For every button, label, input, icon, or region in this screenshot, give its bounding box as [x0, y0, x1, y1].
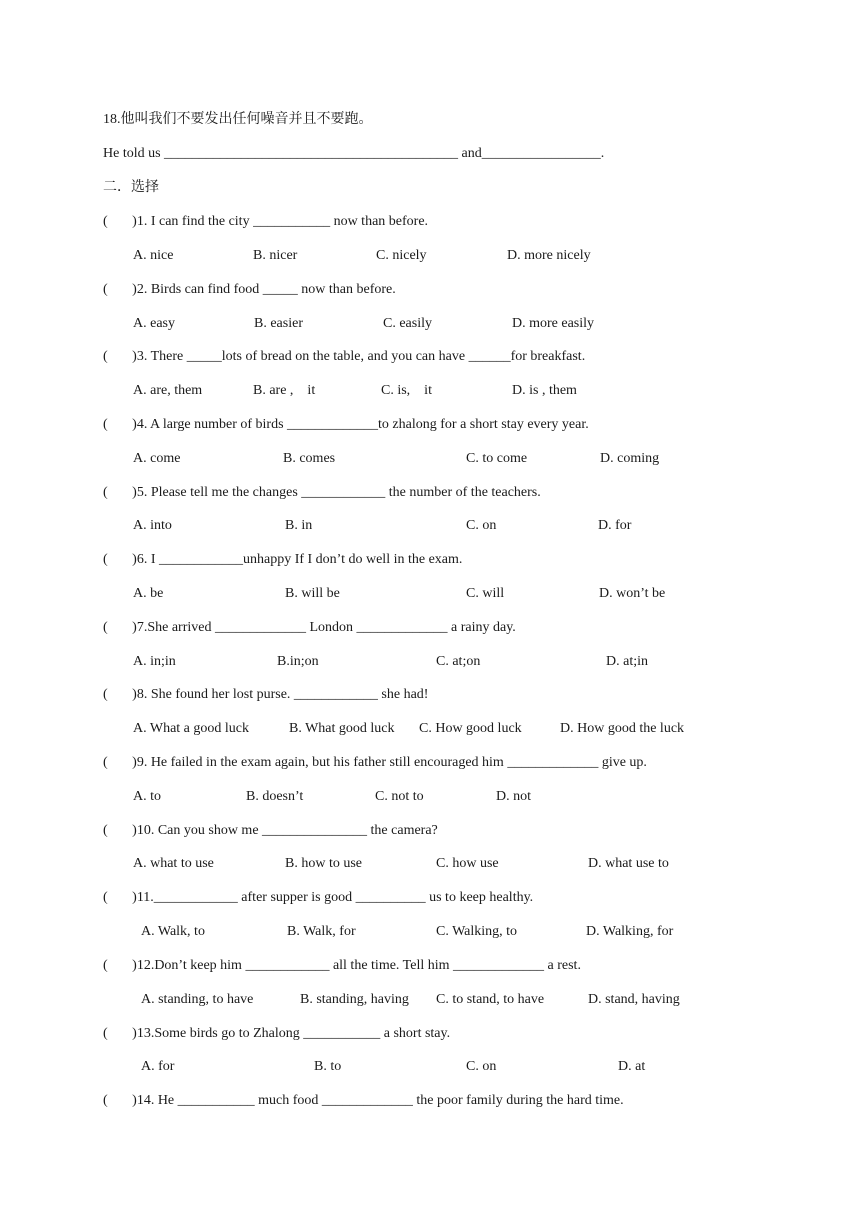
option-a: A. into [133, 518, 172, 533]
option-d: D. coming [600, 451, 660, 466]
question-stem: ( )6. I ____________unhappy If I don’t do well in the exam. [103, 552, 463, 567]
option-a: A. are, them [133, 383, 203, 398]
question-stem: ( )14. He ___________ much food _____________ the poor family during the hard time. [103, 1093, 624, 1108]
option-b: B. Walk, for [287, 924, 356, 939]
option-c: C. on [466, 1059, 497, 1074]
option-c: C. on [466, 518, 497, 533]
option-d: D. more easily [512, 316, 595, 331]
option-b: B. will be [285, 586, 340, 601]
option-c: C. is, it [381, 383, 432, 398]
option-c: C. How good luck [419, 721, 522, 736]
option-a: A. come [133, 451, 181, 466]
option-d: D. won’t be [599, 586, 666, 601]
option-d: D. is , them [512, 383, 577, 398]
option-b: B. comes [283, 451, 336, 466]
option-a: A. what to use [133, 856, 214, 871]
translation-blank-english: He told us __________________________________________ and_________________. [103, 146, 605, 161]
question-stem: ( )10. Can you show me _______________ the camera? [103, 823, 438, 838]
option-d: D. at;in [606, 654, 648, 669]
question-stem: ( )5. Please tell me the changes ____________ the number of the teachers. [103, 485, 541, 500]
option-d: D. not [496, 789, 531, 804]
option-c: C. will [466, 586, 505, 601]
option-c: C. Walking, to [436, 924, 518, 939]
option-b: B. how to use [285, 856, 362, 871]
question-stem: ( )12.Don’t keep him ____________ all the time. Tell him _____________ a rest. [103, 958, 581, 973]
option-b: B. nicer [253, 248, 298, 263]
option-a: A. easy [133, 316, 175, 331]
option-a: A. What a good luck [133, 721, 249, 736]
option-a: A. for [141, 1059, 175, 1074]
option-d: D. more nicely [507, 248, 591, 263]
option-b: B. easier [254, 316, 303, 331]
section-heading: 二．选择 [103, 180, 159, 195]
option-b: B. doesn’t [246, 789, 304, 804]
option-c: C. how use [436, 856, 499, 871]
option-b: B. are , it [253, 383, 316, 398]
option-b: B.in;on [277, 654, 319, 669]
question-stem: ( )13.Some birds go to Zhalong ___________ a short stay. [103, 1026, 451, 1041]
option-c: C. nicely [376, 248, 427, 263]
option-b: B. in [285, 518, 313, 533]
option-a: A. standing, to have [141, 992, 254, 1007]
option-a: A. Walk, to [141, 924, 205, 939]
option-a: A. in;in [133, 654, 176, 669]
option-a: A. nice [133, 248, 174, 263]
option-d: D. How good the luck [560, 721, 685, 736]
option-d: D. for [598, 518, 632, 533]
question-stem: ( )3. There _____lots of bread on the table, and you can have ______for breakfast. [103, 349, 586, 364]
option-c: C. to stand, to have [436, 992, 545, 1007]
question-stem: ( )9. He failed in the exam again, but his father still encouraged him _____________ give up. [103, 755, 647, 770]
option-c: C. to come [466, 451, 528, 466]
option-c: C. at;on [436, 654, 481, 669]
option-a: A. to [133, 789, 161, 804]
option-b: B. What good luck [289, 721, 395, 736]
option-a: A. be [133, 586, 164, 601]
option-d: D. at [618, 1059, 646, 1074]
option-c: C. not to [375, 789, 424, 804]
option-c: C. easily [383, 316, 432, 331]
option-b: B. standing, having [300, 992, 409, 1007]
option-d: D. Walking, for [586, 924, 674, 939]
question-stem: ( )1. I can find the city ___________ now than before. [103, 214, 429, 229]
option-d: D. what use to [588, 856, 669, 871]
option-d: D. stand, having [588, 992, 680, 1007]
question-stem: ( )7.She arrived _____________ London _____________ a rainy day. [103, 620, 516, 635]
option-b: B. to [314, 1059, 342, 1074]
question-stem: ( )2. Birds can find food _____ now than before. [103, 282, 396, 297]
question-stem: ( )8. She found her lost purse. ____________ she had! [103, 687, 429, 702]
question-stem: ( )11.____________ after supper is good __________ us to keep healthy. [103, 890, 534, 905]
question-stem: ( )4. A large number of birds _____________to zhalong for a short stay every year. [103, 417, 589, 432]
translation-prompt-chinese: 18.他叫我们不要发出任何噪音并且不要跑。 [103, 112, 373, 127]
